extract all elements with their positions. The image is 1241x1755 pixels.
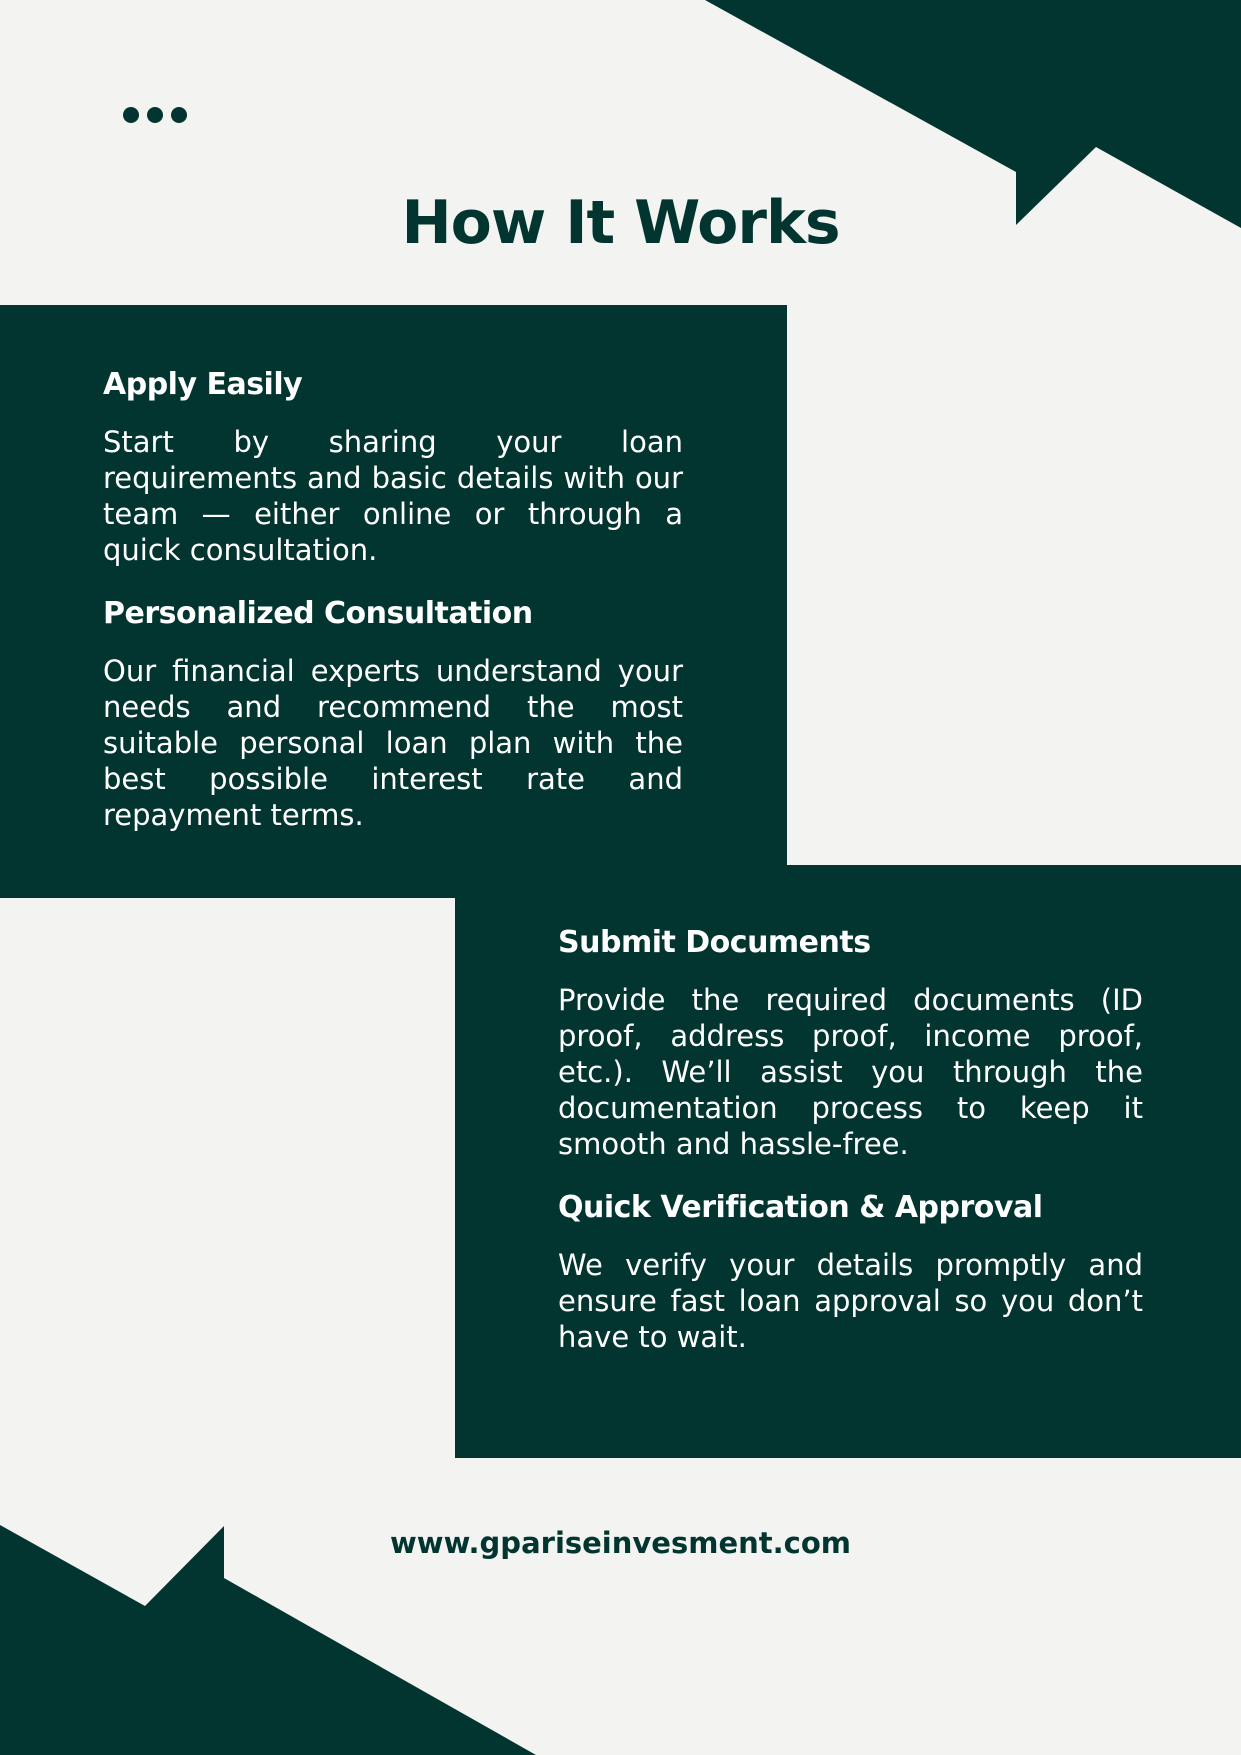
step-heading: Quick Verification & Approval bbox=[558, 1190, 1043, 1225]
step-heading: Submit Documents bbox=[558, 925, 871, 960]
step-heading: Apply Easily bbox=[103, 367, 303, 402]
step-body: Our financial experts understand your needs and recommend the most suitable personal loan plan with the best possible interest rate and repayment terms. bbox=[103, 654, 683, 832]
step-body: Provide the required documents (ID proof, address proof, income proof, etc.). We’ll assist you through the documentation process to keep it smooth and hassle-free. bbox=[558, 983, 1143, 1161]
steps-card-right bbox=[455, 865, 1241, 1458]
website-link[interactable]: www.gpariseinvesment.com bbox=[390, 1526, 851, 1560]
three-dots-icon bbox=[123, 107, 187, 123]
dot-shape bbox=[147, 107, 163, 123]
step-apply-easily bbox=[103, 367, 683, 568]
step-heading: Personalized Consultation bbox=[103, 596, 533, 631]
step-body: Start by sharing your loan requirements and basic details with our team — either online or through a quick consultation. bbox=[103, 425, 683, 567]
dot-shape bbox=[123, 107, 139, 123]
dot-shape bbox=[171, 107, 187, 123]
steps-card-left bbox=[0, 305, 787, 898]
step-quick-verification bbox=[558, 1190, 1143, 1355]
step-personalized-consultation bbox=[103, 596, 683, 833]
step-submit-documents bbox=[558, 925, 1143, 1162]
page-title: How It Works bbox=[401, 188, 840, 258]
step-body: We verify your details promptly and ensure fast loan approval so you don’t have to wait. bbox=[558, 1248, 1143, 1354]
